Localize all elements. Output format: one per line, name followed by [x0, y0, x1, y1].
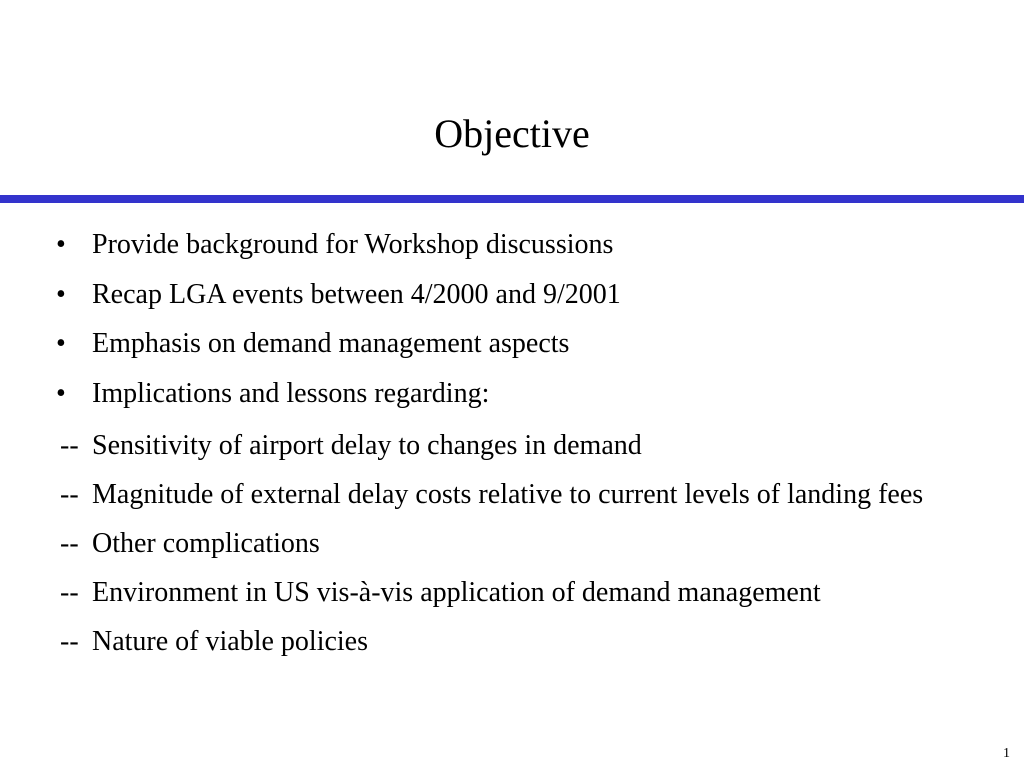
- slide-title: Objective: [434, 111, 590, 156]
- title-divider: [0, 195, 1024, 203]
- bullet-text: Recap LGA events between 4/2000 and 9/2001: [92, 278, 621, 310]
- sub-item: [60, 621, 1000, 662]
- page-number: 1: [1003, 746, 1010, 761]
- bullet-icon: •: [56, 229, 66, 260]
- bullet-icon: •: [56, 278, 66, 310]
- dash-marker: --: [60, 430, 79, 461]
- sub-item-text: Environment in US vis-à-vis application of demand management: [92, 577, 821, 608]
- sub-item: [60, 425, 1000, 466]
- bullet-icon: •: [56, 377, 66, 409]
- bullet-icon: •: [56, 328, 66, 359]
- sub-item-text: Other complications: [92, 528, 320, 559]
- bullet-item: [56, 278, 996, 312]
- dash-marker: --: [60, 626, 79, 657]
- bullet-list: [56, 228, 996, 426]
- dash-marker: --: [60, 479, 79, 510]
- bullet-text: Provide background for Workshop discussions: [92, 229, 614, 260]
- dash-marker: --: [60, 528, 79, 559]
- sub-item-list: [60, 425, 1000, 670]
- sub-item: [60, 523, 1000, 564]
- sub-item-text: Nature of viable policies: [92, 626, 369, 657]
- sub-item: [60, 572, 1000, 613]
- sub-item-text: Magnitude of external delay costs relative to current levels of landing fees: [92, 479, 924, 510]
- bullet-text: Emphasis on demand management aspects: [92, 328, 570, 359]
- dash-marker: --: [60, 577, 79, 608]
- bullet-item: [56, 228, 996, 262]
- sub-item: [60, 474, 1000, 515]
- bullet-item: [56, 327, 996, 361]
- bullet-text: Implications and lessons regarding:: [92, 377, 490, 409]
- sub-item-text: Sensitivity of airport delay to changes in demand: [92, 430, 642, 461]
- bullet-item: [56, 377, 996, 411]
